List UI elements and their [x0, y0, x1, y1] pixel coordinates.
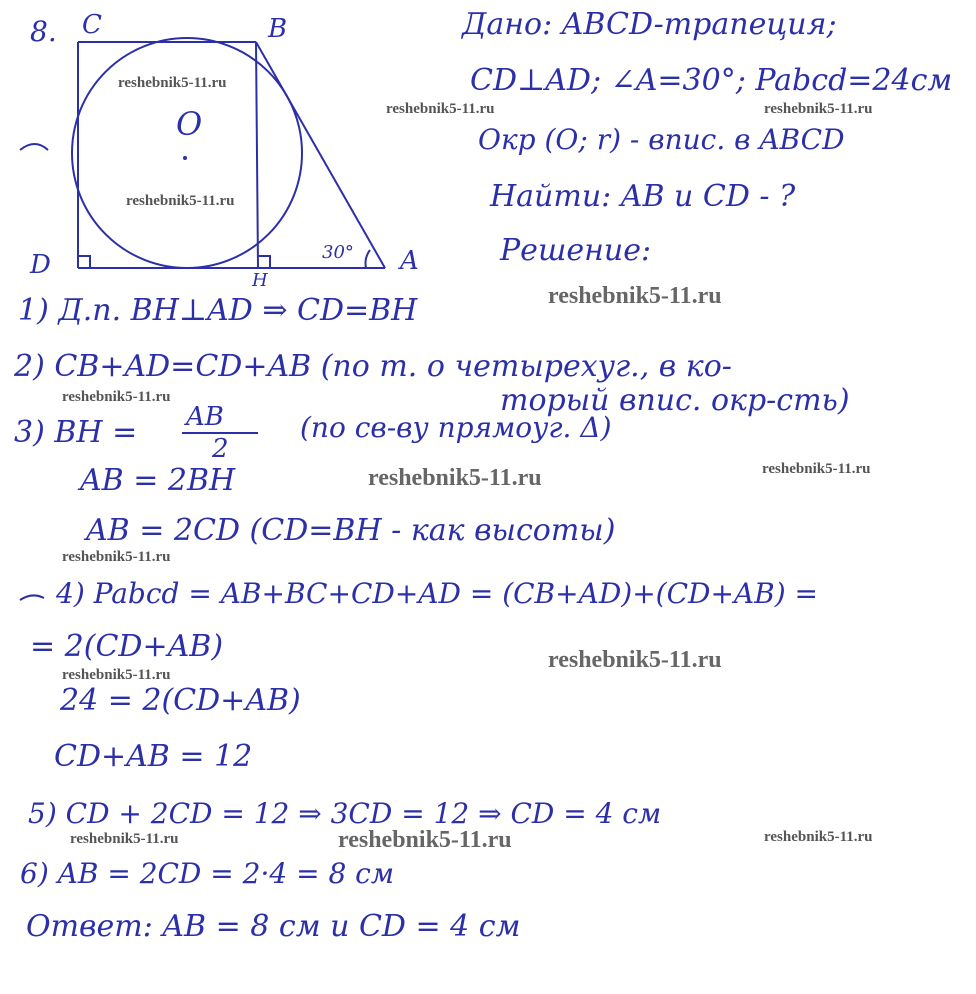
- step-2: 2) CB+AD=CD+AB (по т. о четырехуг., в ко-: [14, 349, 732, 384]
- watermark: reshebnik5-11.ru: [338, 827, 512, 853]
- step-3c: AB = 2CD (CD=BH - как высоты): [86, 513, 616, 548]
- watermark: reshebnik5-11.ru: [62, 667, 171, 683]
- step-3-prefix: 3) BH =: [14, 415, 138, 450]
- margin-mark-2: [20, 595, 44, 600]
- watermark: reshebnik5-11.ru: [548, 283, 722, 309]
- center-o-point: [183, 156, 187, 160]
- step-4: 4) Pabcd = AB+BC+CD+AD = (CB+AD)+(CD+AB) =: [56, 577, 818, 610]
- step-3-reason: (по св-ву прямоуг. Δ): [300, 411, 612, 444]
- label-o: O: [176, 105, 203, 143]
- watermark: reshebnik5-11.ru: [70, 831, 179, 847]
- label-h: H: [252, 270, 268, 291]
- step-1: 1) Д.п. BH⊥AD ⇒ CD=BH: [18, 293, 418, 328]
- watermark: reshebnik5-11.ru: [764, 101, 873, 117]
- watermark: reshebnik5-11.ru: [548, 647, 722, 673]
- given-line-1: Дано: ABCD-трапеция;: [462, 7, 837, 42]
- inscribed-circle: [72, 38, 302, 268]
- given-line-5: Решение:: [500, 233, 652, 268]
- label-a: A: [400, 246, 419, 276]
- watermark: reshebnik5-11.ru: [126, 193, 235, 209]
- frac-den: 2: [212, 434, 229, 464]
- given-line-2: CD⊥AD; ∠A=30°; Pabcd=24см: [470, 63, 953, 98]
- watermark: reshebnik5-11.ru: [62, 389, 171, 405]
- given-line-4: Найти: AB и CD - ?: [490, 179, 796, 214]
- label-d: D: [30, 250, 51, 280]
- watermark: reshebnik5-11.ru: [62, 549, 171, 565]
- watermark: reshebnik5-11.ru: [764, 829, 873, 845]
- frac-num: AB: [186, 402, 224, 432]
- angle-label: 30°: [322, 242, 354, 263]
- right-angle-d: [78, 256, 90, 268]
- margin-mark: [20, 144, 48, 150]
- step-4d: CD+AB = 12: [54, 739, 253, 774]
- watermark: reshebnik5-11.ru: [386, 101, 495, 117]
- watermark: reshebnik5-11.ru: [368, 465, 542, 491]
- watermark: reshebnik5-11.ru: [762, 461, 871, 477]
- step-4b: = 2(CD+AB): [30, 629, 224, 664]
- label-b: B: [268, 14, 288, 44]
- answer: Ответ: AB = 8 см и CD = 4 см: [26, 909, 521, 944]
- step-4c: 24 = 2(CD+AB): [60, 683, 301, 718]
- step-5: 5) CD + 2CD = 12 ⇒ 3CD = 12 ⇒ CD = 4 см: [28, 797, 662, 830]
- angle-arc-a: [366, 250, 371, 268]
- step-2-cont: торый впис. окр-сть): [500, 383, 850, 418]
- height-bh: [256, 42, 258, 268]
- step-3b: AB = 2BH: [80, 463, 236, 498]
- right-angle-h: [258, 256, 270, 268]
- label-c: C: [82, 10, 102, 40]
- step-6: 6) AB = 2CD = 2·4 = 8 см: [20, 857, 395, 890]
- given-line-3: Окр (O; r) - впис. в ABCD: [478, 123, 845, 156]
- side-ba: [256, 42, 385, 268]
- watermark: reshebnik5-11.ru: [118, 75, 227, 91]
- problem-number: 8.: [30, 15, 57, 48]
